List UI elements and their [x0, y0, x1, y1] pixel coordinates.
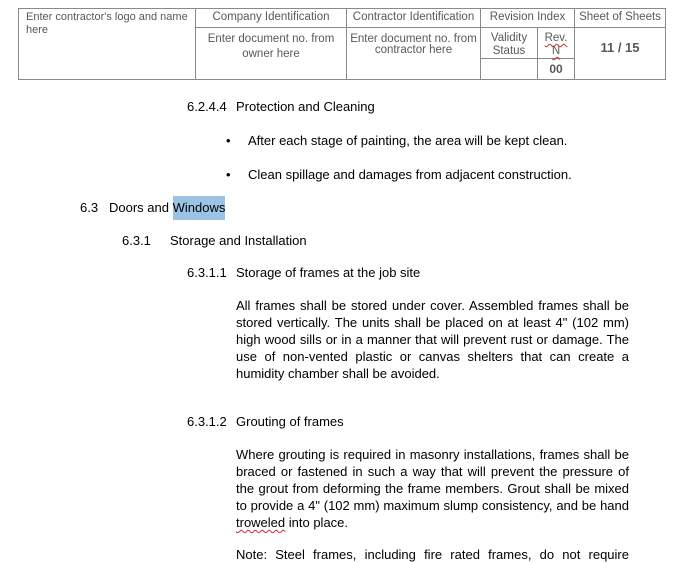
- sheet-value: 11 / 15: [575, 28, 666, 80]
- spelling-flagged-word: troweled: [236, 515, 286, 530]
- section-number: 6.3: [80, 200, 99, 215]
- revision-number: 00: [538, 59, 575, 80]
- section-number: 6.2.4.4: [187, 99, 227, 114]
- contractor-document-number-placeholder: Enter document no. from contractor here: [347, 28, 481, 80]
- grouting-text: Where grouting is required in masonry installations, frames shall be braced or fastened in such a way that will prevent the pressure of the grout from deforming the frame members. Grout shall be mixed to provide a 4" (102 mm) maximum slump consistency, and be hand: [236, 447, 629, 513]
- grouting-paragraph: [236, 446, 629, 531]
- revision-index-title: Revision Index: [481, 9, 575, 28]
- validity-status-label: Validity Status: [481, 28, 538, 59]
- company-identification-title: Company Identification: [196, 9, 347, 28]
- section-title: Doors and: [109, 200, 173, 215]
- section-title: Storage of frames at the job site: [236, 265, 421, 280]
- contractor-logo-placeholder: Enter contractor's logo and name here: [19, 9, 196, 80]
- grouting-text-end: into place.: [285, 515, 349, 530]
- section-number: 6.3.1.1: [187, 265, 227, 280]
- sheet-of-sheets-title: Sheet of Sheets: [575, 9, 666, 28]
- validity-status-value: [481, 59, 538, 80]
- section-6-3-1-heading: [122, 233, 307, 249]
- bullet-item: Clean spillage and damages from adjacent construction.: [248, 167, 572, 182]
- section-6-3-heading: [80, 200, 225, 216]
- selected-text-highlight[interactable]: Windows: [173, 196, 226, 220]
- section-title: Storage and Installation: [170, 233, 307, 248]
- company-document-number-placeholder: Enter document no. from owner here: [196, 28, 347, 80]
- contractor-identification-title: Contractor Identification: [347, 9, 481, 28]
- bullet-icon: •: [226, 167, 231, 182]
- bullet-icon: •: [226, 133, 231, 148]
- section-6-3-1-1-heading: [187, 265, 420, 281]
- note-paragraph: Note: Steel frames, including fire rated frames, do not require: [236, 547, 629, 562]
- rev-n-text: N: [551, 45, 561, 57]
- section-6-3-1-2-heading: [187, 414, 344, 430]
- section-number: 6.3.1.2: [187, 414, 227, 429]
- document-header-table: [18, 8, 666, 80]
- storage-paragraph: All frames shall be stored under cover. Assembled frames shall be stored vertically. The units shall be placed on at least 4" (102 mm) high wood sills or in a manner that will prevent rust or damage. The use of non-vented plastic or canvas shelters that can create a humidity chamber shall be avoided.: [236, 298, 629, 381]
- section-title: Protection and Cleaning: [236, 99, 375, 114]
- bullet-item: After each stage of painting, the area will be kept clean.: [248, 133, 568, 148]
- section-number: 6.3.1: [122, 233, 151, 248]
- section-6-2-4-4-heading: [187, 99, 375, 115]
- revision-label: [538, 28, 575, 59]
- section-title: Grouting of frames: [236, 414, 344, 429]
- rev-label-text: Rev.: [544, 32, 568, 44]
